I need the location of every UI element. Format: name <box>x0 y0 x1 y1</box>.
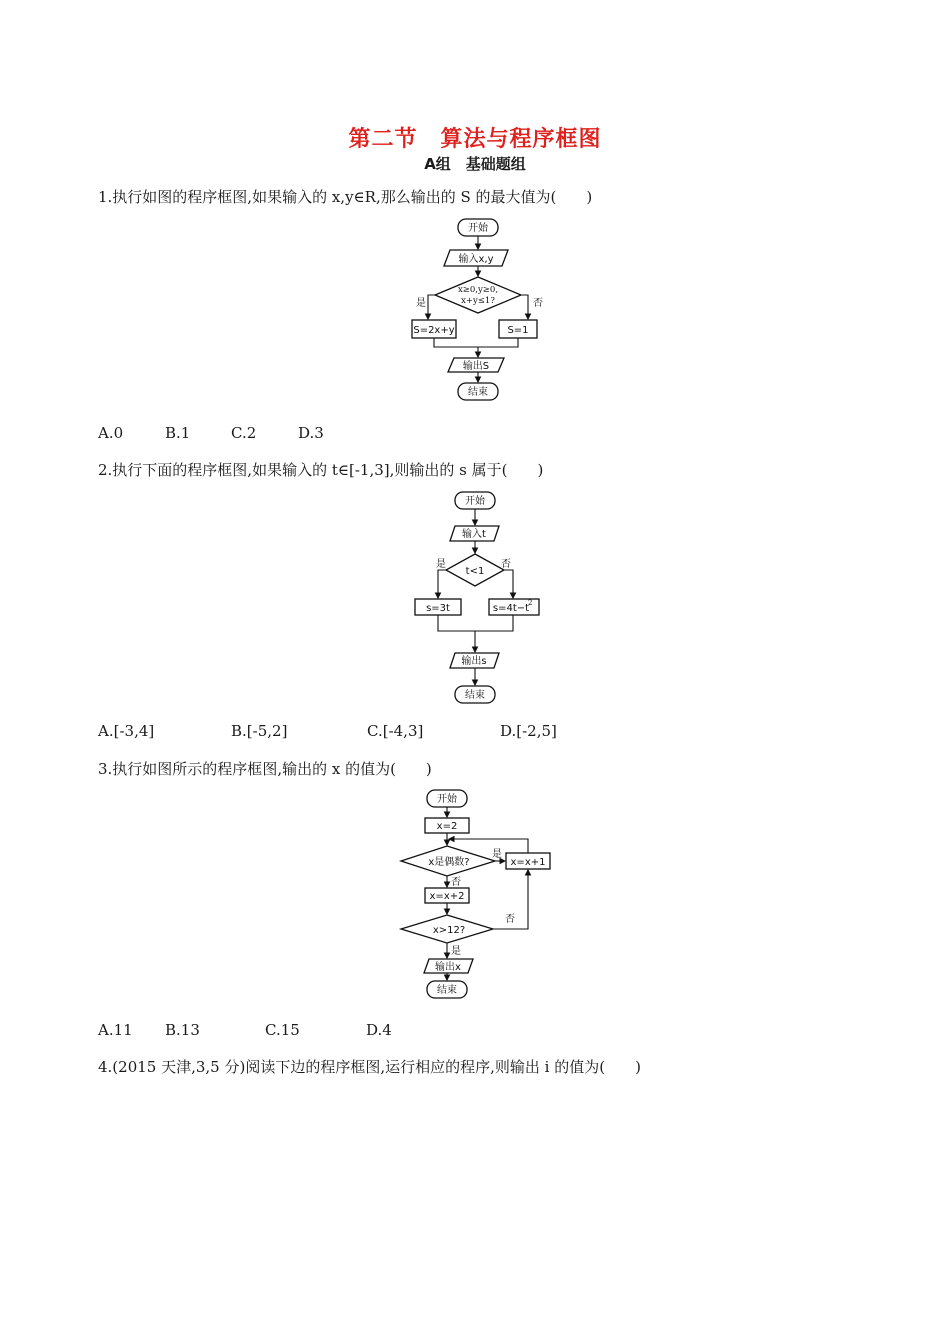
cond1-label: x是偶数? <box>428 857 470 868</box>
output-label: 输出s <box>461 656 487 667</box>
end-label: 结束 <box>468 387 488 398</box>
inc1-label: x=x+1 <box>510 857 546 868</box>
question-4-stem: 4.(2015 天津,3,5 分)阅读下边的程序框图,运行相应的程序,则输出 i 的值为( ) <box>98 1058 641 1076</box>
yes1-label: 是 <box>492 849 502 860</box>
no-label: 否 <box>501 559 511 570</box>
input-label: 输入x,y <box>458 254 494 265</box>
flowchart-2 <box>405 488 555 710</box>
q3-option-a: A.11 <box>98 1021 133 1039</box>
q1-option-c: C.2 <box>231 424 257 442</box>
question-2-stem: 2.执行下面的程序框图,如果输入的 t∈[-1,3],则输出的 s 属于( ) <box>98 461 544 479</box>
start-label: 开始 <box>465 496 485 507</box>
yes-label: 是 <box>436 559 446 570</box>
q2-option-c: C.[-4,3] <box>367 722 424 740</box>
yes-label: 是 <box>416 298 426 309</box>
q2-option-a: A.[-3,4] <box>98 722 155 740</box>
process-right-sup: 2 <box>528 599 533 607</box>
inc2-label: x=x+2 <box>429 891 465 902</box>
section-title: 第二节 算法与程序框图 <box>348 127 602 152</box>
decision-diamond <box>435 277 521 313</box>
no-label: 否 <box>533 298 543 309</box>
q1-option-a: A.0 <box>98 424 124 442</box>
q2-option-d: D.[-2,5] <box>500 722 557 740</box>
q3-option-c: C.15 <box>265 1021 300 1039</box>
start-label: 开始 <box>468 223 488 234</box>
input-label: 输入t <box>462 529 486 540</box>
cond-line1: x≥0,y≥0, <box>457 285 499 295</box>
end-label: 结束 <box>437 985 457 996</box>
flowchart-1 <box>400 214 560 406</box>
output-label: 输出x <box>435 962 461 973</box>
no1-label: 否 <box>451 877 461 888</box>
flowchart-3 <box>395 786 565 1002</box>
group-title: A组 基础题组 <box>424 155 526 173</box>
end-label: 结束 <box>465 690 485 701</box>
init-label: x=2 <box>436 821 458 832</box>
q2-option-b: B.[-5,2] <box>231 722 288 740</box>
q1-option-d: D.3 <box>298 424 324 442</box>
cond-label: t<1 <box>465 566 485 577</box>
q1-option-b: B.1 <box>165 424 191 442</box>
cond2-label: x>12? <box>432 925 466 936</box>
start-label: 开始 <box>437 794 457 805</box>
question-3-stem: 3.执行如图所示的程序框图,输出的 x 的值为( ) <box>98 760 432 778</box>
process-left-label: s=3t <box>426 603 450 614</box>
q3-option-b: B.13 <box>165 1021 200 1039</box>
output-label: 输出S <box>462 361 490 372</box>
cond-line2: x+y≤1? <box>461 296 495 306</box>
process-right-label: s=4t−t <box>492 603 530 614</box>
no2-label: 否 <box>505 914 515 925</box>
q3-option-d: D.4 <box>366 1021 392 1039</box>
process-right-label: S=1 <box>507 325 529 336</box>
process-left-label: S=2x+y <box>413 325 455 336</box>
yes2-label: 是 <box>451 946 461 957</box>
question-1-stem: 1.执行如图的程序框图,如果输入的 x,y∈R,那么输出的 S 的最大值为( ) <box>98 188 593 206</box>
